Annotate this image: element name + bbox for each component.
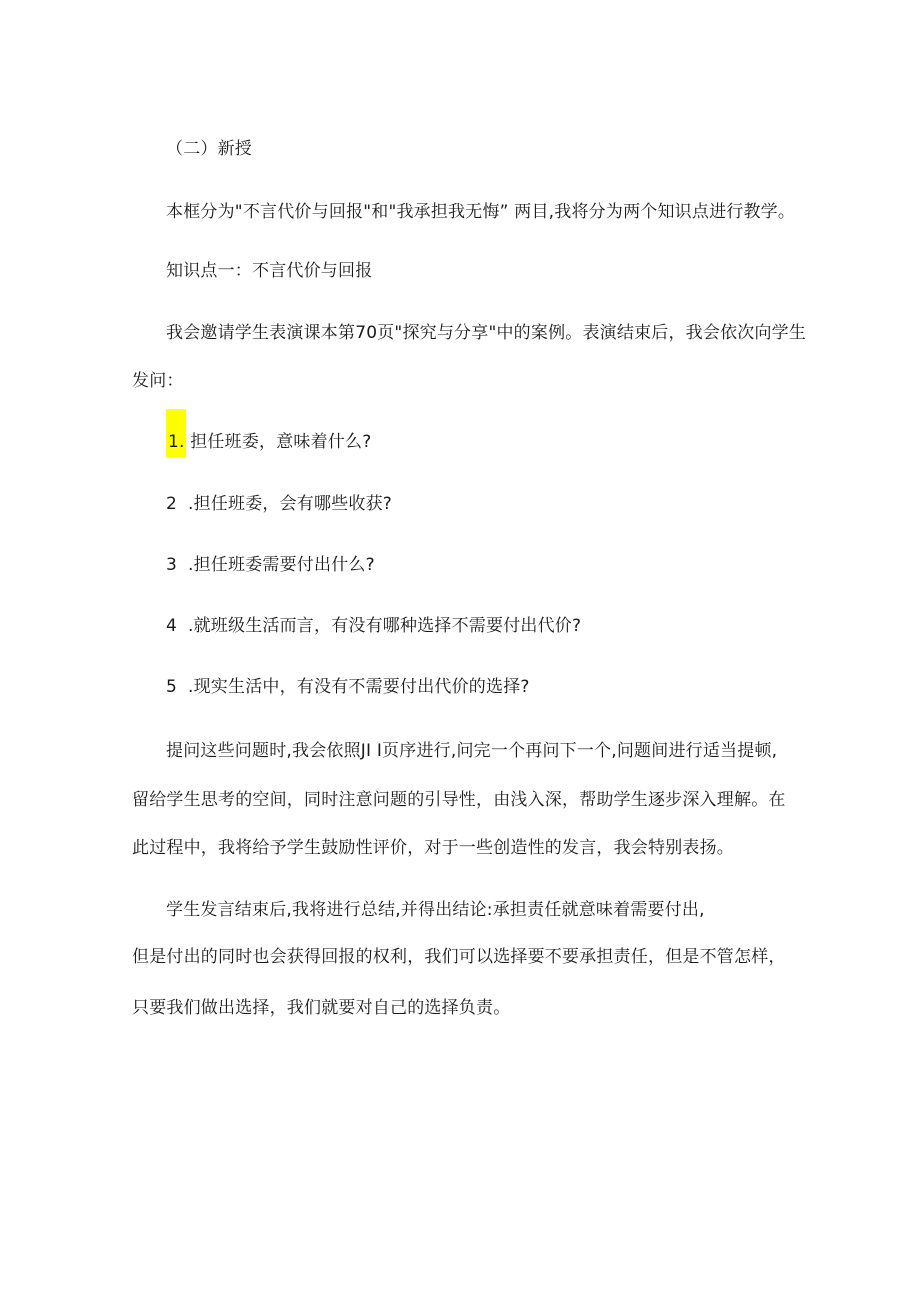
question-text: .担任班委，会有哪些收获? [188, 494, 393, 514]
paragraph-line: 提问这些问题时,我会依照JI I页序进行,问完一个再问下一个,问题间进行适当提顿, [166, 741, 778, 761]
question-number: 3 [166, 555, 178, 575]
paragraph-line: 我会邀请学生表演课本第70页"探究与分享"中的案例。表演结束后，我会依次向学生 [166, 323, 807, 343]
question-item [166, 675, 530, 699]
paragraph-line: 只要我们做出选择，我们就要对自己的选择负责。 [132, 998, 511, 1018]
question-text: .现实生活中，有没有不需要付出代价的选择? [188, 677, 530, 697]
question-item [166, 614, 581, 638]
paragraph-line: 留给学生思考的空间，同时注意问题的引导性，由浅入深，帮助学生逐步深入理解。在 [132, 790, 786, 810]
section-heading: （二）新授 [166, 139, 252, 159]
knowledge-point-title: 知识点一：不言代价与回报 [166, 261, 373, 281]
question-text: .就班级生活而言，有没有哪种选择不需要付出代价? [188, 616, 582, 636]
question-number: 5 [166, 677, 178, 697]
paragraph-line: 此过程中，我将给予学生鼓励性评价，对于一些创造性的发言，我会特别表扬。 [132, 838, 734, 858]
intro-paragraph: 本框分为"不言代价与回报"和"我承担我无悔” 两目,我将分为两个知识点进行教学。 [166, 202, 796, 222]
paragraph-line: 但是付出的同时也会获得回报的权利，我们可以选择要不要承担责任，但是不管怎样， [132, 947, 786, 967]
paragraph-line: 学生发言结束后,我将进行总结,并得出结论:承担责任就意味着需要付出, [166, 900, 705, 920]
question-number: 4 [166, 616, 178, 636]
question-number: 2 [166, 494, 178, 514]
paragraph-line: 发问： [132, 371, 184, 391]
question-item [166, 492, 392, 516]
question-item: 1. 担任班委，意味着什么? [168, 432, 372, 452]
question-item [166, 553, 375, 577]
question-text: .担任班委需要付出什么? [188, 555, 375, 575]
